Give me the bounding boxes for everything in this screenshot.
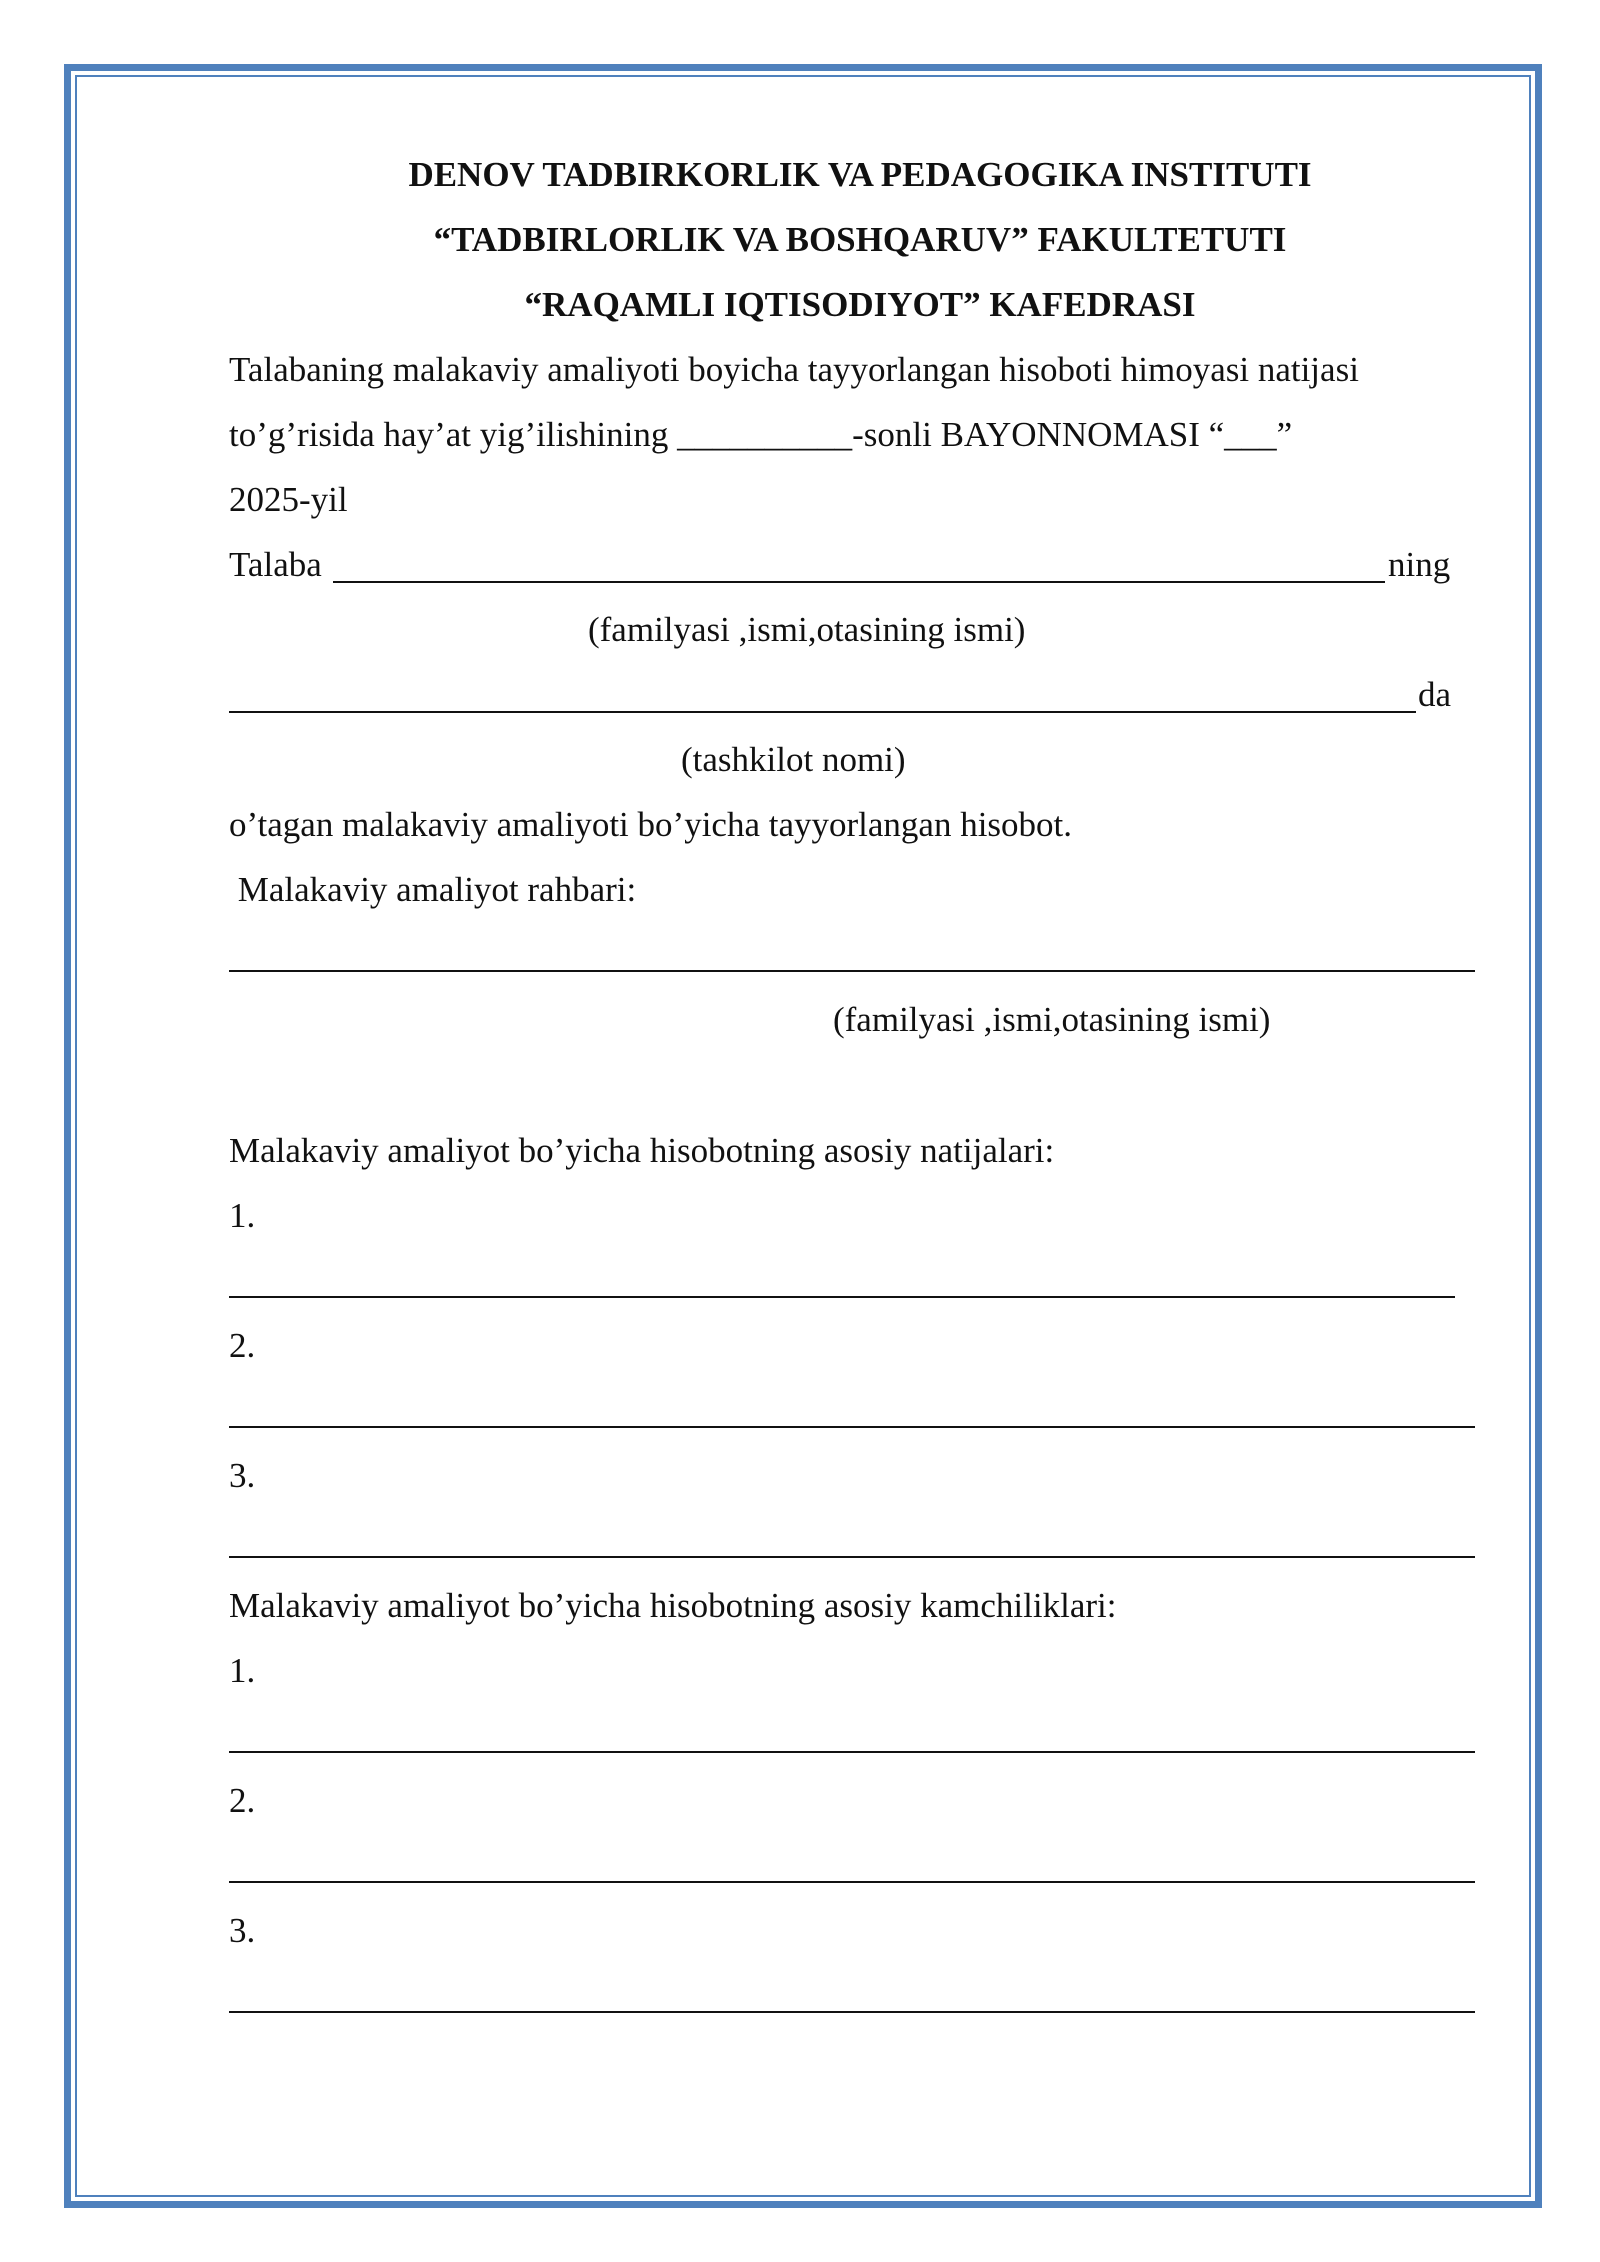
results-item-2-number: 2. (229, 1326, 256, 1365)
student-label: Talaba (229, 545, 322, 584)
supervisor-field-line[interactable] (229, 970, 1475, 972)
results-item-2-line[interactable] (229, 1426, 1475, 1428)
intro-line-1: Talabaning malakaviy amaliyoti boyicha tayyorlangan hisoboti himoyasi natijasi (229, 350, 1359, 389)
results-item-3-line[interactable] (229, 1556, 1475, 1558)
student-suffix: ning (1388, 545, 1451, 584)
shortcomings-heading: Malakaviy amaliyot bo’yicha hisobotning asosiy kamchiliklari: (229, 1586, 1117, 1625)
institute-title: DENOV TADBIRKORLIK VA PEDAGOGIKA INSTITUTI (408, 155, 1312, 194)
student-name-field-line[interactable] (333, 581, 1385, 583)
organization-field-line[interactable] (229, 711, 1416, 713)
organization-suffix: da (1418, 675, 1452, 714)
intro-line-2: to’g’risida hay’at yig’ilishining __________-sonli BAYONNOMASI “___” (229, 415, 1293, 454)
shortcomings-item-2-number: 2. (229, 1781, 256, 1820)
results-item-1-number: 1. (229, 1196, 256, 1235)
results-heading: Malakaviy amaliyot bo’yicha hisobotning asosiy natijalari: (229, 1131, 1055, 1170)
results-item-1-line[interactable] (229, 1296, 1455, 1298)
supervisor-caption: (familyasi ,ismi,otasining ismi) (833, 1000, 1271, 1039)
shortcomings-item-2-line[interactable] (229, 1881, 1475, 1883)
intro-line-3: 2025-yil (229, 480, 348, 519)
department-title: “RAQAMLI IQTISODIYOT” KAFEDRASI (524, 285, 1196, 324)
shortcomings-item-1-number: 1. (229, 1651, 256, 1690)
shortcomings-item-3-line[interactable] (229, 2011, 1475, 2013)
shortcomings-item-1-line[interactable] (229, 1751, 1475, 1753)
shortcomings-item-3-number: 3. (229, 1911, 256, 1950)
supervisor-label: Malakaviy amaliyot rahbari: (229, 870, 637, 909)
faculty-title: “TADBIRLORLIK VA BOSHQARUV” FAKULTETUTI (433, 220, 1287, 259)
report-text: o’tagan malakaviy amaliyoti bo’yicha tayyorlangan hisobot. (229, 805, 1073, 844)
student-name-caption: (familyasi ,ismi,otasining ismi) (588, 610, 1026, 649)
results-item-3-number: 3. (229, 1456, 256, 1495)
organization-caption: (tashkilot nomi) (681, 740, 906, 779)
